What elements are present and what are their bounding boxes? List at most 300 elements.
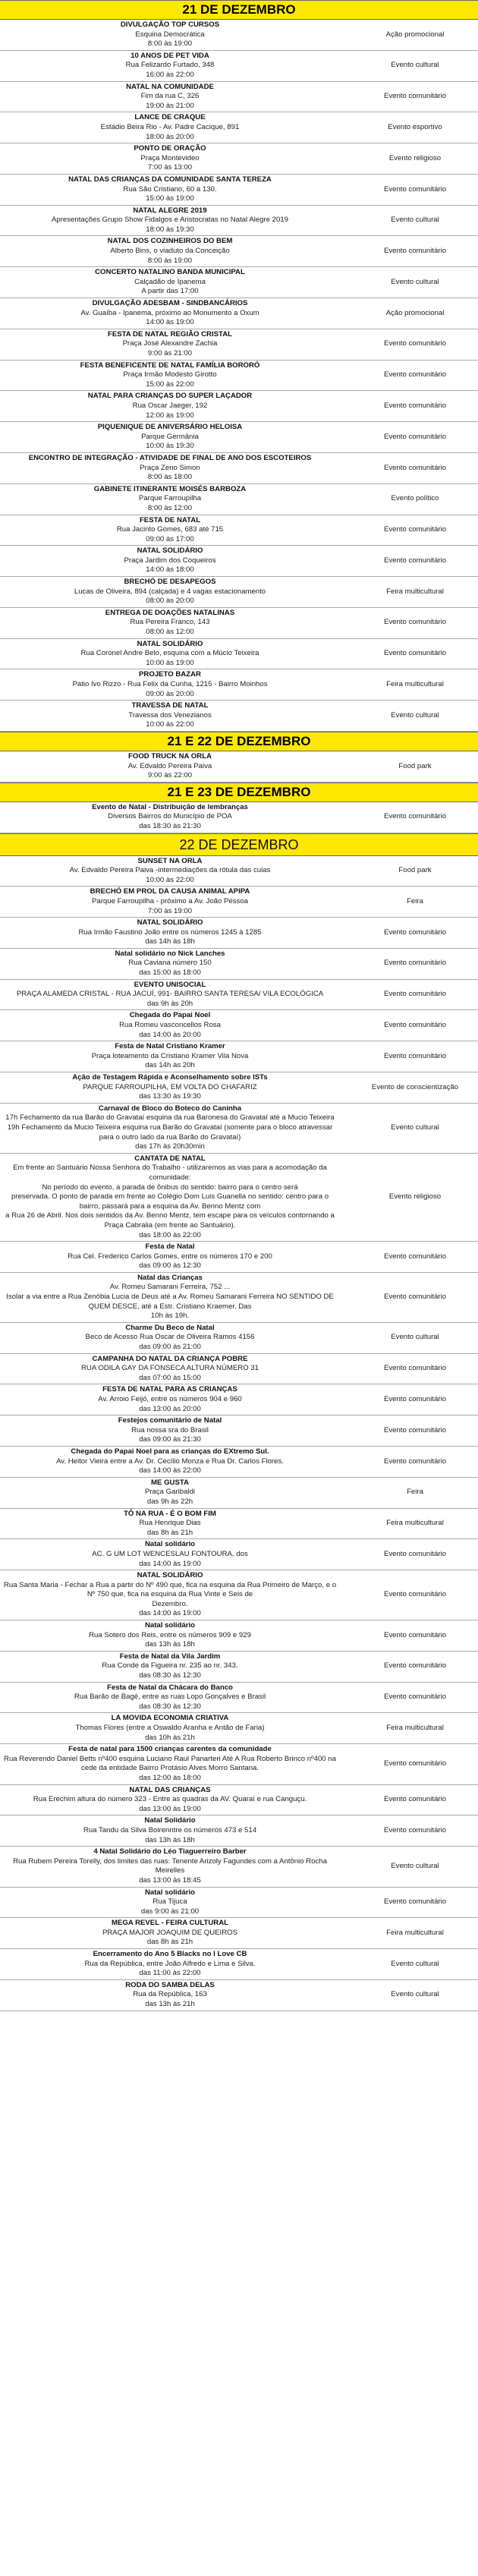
event-category: Feira multicultural: [340, 1918, 478, 1949]
event-info-line: Rua Tandu da Silva Boirenntre os números 473 e 514: [83, 1825, 257, 1834]
event-info-line: Rua Erechim altura do número 323 - Entre as quadras da AV. Quaraí e rua Canguçu.: [33, 1795, 307, 1804]
event-title: 10 ANOS DE PET VIDA: [131, 51, 209, 60]
event-info-line: Av. Edvaldo Pereira Paiva: [127, 761, 212, 770]
event-title: Natal solidário no Nick Lanches: [115, 949, 225, 958]
event-details: [0, 298, 340, 329]
event-info-line: das 09:00 às 21:00: [139, 1343, 201, 1352]
event-info-line: Rua Sotero dos Reis, entre os números 909 e 929: [89, 1630, 251, 1639]
event-row: [0, 1242, 478, 1273]
event-details: [0, 1041, 340, 1072]
event-info-line: das 07:00 às 15:00: [139, 1373, 201, 1382]
event-title: NATAL DOS COZINHEIROS DO BEM: [107, 237, 233, 246]
event-info-line: das 18:30 às 21:30: [139, 821, 201, 830]
event-category: Ação promocional: [340, 20, 478, 50]
event-info-line: das 09:00 às 21:30: [139, 1435, 201, 1444]
event-category: Evento comunitário: [340, 422, 478, 453]
event-category: Evento comunitário: [340, 1815, 478, 1847]
event-info-line: das 17h às 20h30min: [135, 1142, 205, 1151]
event-info-line: Apresentações Grupo Show Fidalgos e Aristocratas no Natal Alegre 2019: [52, 216, 288, 225]
event-row: [0, 1949, 478, 1980]
event-category: Feira multicultural: [340, 577, 478, 608]
event-title: ENCONTRO DE INTEGRAÇÃO - ATIVIDADE DE FINAL DE ANO DOS ESCOTEIROS: [28, 453, 312, 462]
event-category: Evento comunitário: [340, 1682, 478, 1713]
event-row: [0, 452, 478, 483]
event-details: [0, 1682, 340, 1713]
event-category: Evento comunitário: [340, 607, 478, 638]
event-title: LANCE DE CRAQUE: [134, 113, 206, 122]
event-category: Feira multicultural: [340, 1508, 478, 1539]
event-info-line: 15:00 às 22:00: [146, 379, 194, 389]
event-info-line: Parque Farroupilha - próximo a Av. João Pessoa: [91, 896, 249, 905]
event-info-line: 09:00 às 17:00: [146, 534, 194, 543]
event-info-line: Em frente ao Santuário Nossa Senhora do Trabalho - utilizaremos as vias para a acomodação da comunidade:: [13, 1164, 327, 1182]
event-details: [0, 205, 340, 236]
event-info-line: Isolar a via entre a Rua Zenóbia Lucia de Deus até a Av. Romeu Samarani Ferreira NO SENTIDO DE QUEM DESCE, até a Estr. Cristiano Kraemer. Das: [6, 1293, 334, 1311]
event-details: [0, 1010, 340, 1041]
event-info-line: 10:00 às 22:00: [146, 720, 194, 729]
event-details: [0, 638, 340, 669]
event-info-line: Praça Irmão Modesto Girotto: [123, 370, 217, 379]
event-info-line: 7:00 às 19:00: [147, 906, 193, 915]
event-row: [0, 948, 478, 979]
event-info-line: das 13:30 às 19:30: [139, 1092, 201, 1101]
event-info-line: 08:00 às 20:00: [146, 597, 194, 606]
event-row: [0, 1815, 478, 1847]
event-category: Evento comunitário: [340, 1887, 478, 1918]
event-info-line: No período do evento, a parada de ônibus do sentido: bairro para o centro será: [42, 1183, 298, 1192]
event-title: CONCERTO NATALINO BANDA MUNICIPAL: [95, 268, 245, 277]
event-row: [0, 50, 478, 81]
event-details: [0, 1744, 340, 1784]
event-info-line: Rua Pereira Franco, 143: [130, 618, 210, 627]
event-info-line: 14:00 às 19:00: [146, 318, 194, 327]
event-info-line: Rua Cel. Frederico Carlos Gomes, entre os números 170 e 200: [68, 1252, 272, 1261]
event-details: [0, 886, 340, 918]
event-category: Evento comunitário: [340, 329, 478, 360]
event-category: Food park: [340, 856, 478, 886]
event-info-line: das 9:00 às 21:00: [140, 1907, 200, 1916]
event-details: [0, 1815, 340, 1847]
event-info-line: Lucas de Oliveira, 894 (calçada) e 4 vagas estacionamento: [74, 587, 266, 596]
event-row: [0, 236, 478, 267]
event-info-line: Travessa dos Venezianos: [128, 710, 212, 720]
event-category: Evento comunitário: [340, 918, 478, 949]
event-info-line: Praça Zeno Simon: [140, 463, 200, 472]
event-category: Evento comunitário: [340, 1416, 478, 1447]
event-info-line: das 14:00 às 20:00: [139, 1030, 201, 1039]
event-info-line: Praça Montevideo: [140, 153, 200, 162]
event-title: PROJETO BAZAR: [139, 670, 201, 679]
event-title: 4 Natal Solidário do Léo Tiaguerreiro Barber: [93, 1847, 247, 1856]
event-title: LA MOVIDA ECONOMIA CRIATIVA: [111, 1714, 229, 1723]
event-row: [0, 1384, 478, 1416]
event-title: ME GUSTA: [151, 1478, 189, 1487]
event-category: Evento cultural: [340, 267, 478, 298]
event-info-line: Alberto Bins, o viaduto da Conceição: [110, 247, 230, 256]
event-info-line: das 08:30 às 12:30: [139, 1671, 201, 1680]
event-info-line: Praça loteamento da Cristiano Kramer Vila Nova: [91, 1051, 249, 1060]
event-category: Evento esportivo: [340, 112, 478, 143]
event-info-line: Rua Santa Maria - Fechar a Rua a partir do Nº 490 que, fica na esquina da Rua Primeiro de Março, e o Nº 750 que, fica na esquina da Rua Vinte e Seis de: [3, 1580, 337, 1599]
event-info-line: das 9h às 22h: [146, 1497, 193, 1506]
event-details: [0, 918, 340, 949]
event-info-line: 19h Fechamento da Mucio Teixeira esquina rua Barão do Gravataí (somente para o bloco atravessar para o outro lado da rua Barão do Gravataí): [7, 1123, 333, 1142]
event-title: Natal solidário: [144, 1540, 196, 1549]
event-title: Encerramento do Ano 5 Blacks no I Love CB: [93, 1950, 247, 1959]
event-title: FOOD TRUCK NA ORLA: [128, 751, 212, 761]
event-info-line: RUA ODILA GAY DA FONSECA ALTURA NÚMERO 31: [80, 1364, 259, 1373]
event-category: Evento cultural: [340, 205, 478, 236]
event-row: [0, 1651, 478, 1682]
event-row: [0, 701, 478, 732]
event-info-line: Rua Barão de Bagé, entre as ruas Lopo Gonçalves e Brasil: [74, 1693, 266, 1702]
event-details: [0, 577, 340, 608]
event-category: Evento cultural: [340, 1103, 478, 1153]
event-info-line: das 11:00 às 22:00: [139, 1969, 201, 1978]
event-category: Evento cultural: [340, 1979, 478, 2011]
event-details: [0, 856, 340, 886]
event-details: [0, 50, 340, 81]
event-title: Natal solidário: [144, 1621, 196, 1630]
event-info-line: das 8h às 21h: [146, 1938, 193, 1947]
event-info-line: das 08:30 às 12:30: [139, 1702, 201, 1711]
event-category: Evento comunitário: [340, 515, 478, 546]
event-title: FESTA DE NATAL: [139, 515, 201, 524]
event-info-line: Av. Arroio Feijó, entre os números 904 e 960: [98, 1395, 242, 1403]
event-category: Evento comunitário: [340, 1353, 478, 1384]
event-details: [0, 1322, 340, 1353]
event-info-line: das 09:00 às 12:30: [139, 1261, 201, 1271]
event-details: [0, 1949, 340, 1980]
event-details: [0, 1918, 340, 1949]
event-row: [0, 1103, 478, 1153]
event-title: Evento de Natal - Distribuição de lembranças: [92, 802, 248, 811]
events-table: [0, 802, 478, 833]
event-details: [0, 1713, 340, 1744]
event-info-line: PRAÇA ALAMEDA CRISTAL - RUA JACUÍ, 991- BAIRRO SANTA TERESA/ VILA ECOLÓGICA: [16, 990, 324, 999]
event-row: [0, 638, 478, 669]
event-info-line: Rua Henrique Dias: [139, 1519, 201, 1528]
event-row: [0, 267, 478, 298]
event-row: [0, 112, 478, 143]
event-category: Ação promocional: [340, 298, 478, 329]
event-info-line: 18:00 às 20:00: [146, 132, 194, 141]
event-info-line: 08:00 às 12:00: [146, 628, 194, 637]
event-category: Feira multicultural: [340, 669, 478, 701]
event-row: [0, 979, 478, 1010]
event-row: [0, 1353, 478, 1384]
event-info-line: 16:00 às 22:00: [146, 70, 194, 79]
event-info-line: 17h Fechamento da rua Barão do Gravataí esquina da rua Baronesa do Gravataí até a Mucio Teixeira: [5, 1113, 335, 1123]
event-row: [0, 1010, 478, 1041]
event-category: Evento comunitário: [340, 81, 478, 112]
event-row: [0, 1682, 478, 1713]
event-info-line: Praça Garibaldi: [144, 1488, 196, 1497]
event-info-line: das 13h às 21h: [145, 2000, 195, 2009]
event-info-line: Rua Caviana número 150: [128, 959, 212, 968]
event-row: [0, 1153, 478, 1241]
event-row: [0, 1713, 478, 1744]
event-info-line: das 13:00 às 20:00: [139, 1404, 201, 1413]
event-category: Evento comunitário: [340, 1041, 478, 1072]
event-info-line: Rua nossa sra do Brasil: [131, 1425, 209, 1434]
event-title: Natal das Crianças: [137, 1273, 203, 1282]
event-category: Evento religioso: [340, 143, 478, 175]
event-category: Evento comunitário: [340, 360, 478, 391]
event-title: NATAL SOLIDÁRIO: [137, 1571, 203, 1580]
event-info-line: Rua Oscar Jaeger, 192: [132, 401, 208, 410]
date-section-header: 22 DE DEZEMBRO: [0, 833, 478, 856]
event-info-line: Rua da República, 163: [133, 1990, 207, 1999]
event-row: [0, 1620, 478, 1652]
event-info-line: das 14:00 às 19:00: [139, 1609, 201, 1618]
event-info-line: das 18:00 às 22:00: [139, 1230, 201, 1239]
event-details: [0, 1784, 340, 1815]
event-info-line: 8:00 às 12:00: [147, 503, 193, 512]
event-category: Feira: [340, 886, 478, 918]
event-details: [0, 1384, 340, 1416]
event-category: Evento cultural: [340, 1847, 478, 1887]
event-title: DIVULGAÇÃO ADESBAM - SINDBANCÁRIOS: [92, 299, 248, 308]
event-details: [0, 236, 340, 267]
event-details: [0, 948, 340, 979]
event-info-line: 18:00 às 19:30: [146, 225, 194, 234]
event-info-line: Esquina Democrática: [135, 30, 205, 39]
event-title: BRECHÓ DE DESAPEGOS: [124, 578, 216, 587]
event-details: [0, 81, 340, 112]
events-table: [0, 20, 478, 732]
event-info-line: 10h às 19h.: [150, 1312, 190, 1321]
event-info-line: 9:00 às 22:00: [147, 771, 193, 780]
event-info-line: AC. G UM LOT WENCESLAU FONTOURA, dos: [92, 1549, 248, 1558]
event-details: [0, 1103, 340, 1153]
event-title: NATAL SOLIDÁRIO: [137, 639, 203, 648]
event-details: [0, 1272, 340, 1322]
event-info-line: Rua São Cristiano, 60 a 130.: [123, 184, 217, 194]
event-category: Evento comunitário: [340, 236, 478, 267]
event-info-line: Praça Jardim dos Coqueiros: [124, 556, 216, 565]
event-title: FESTA BENEFICENTE DE NATAL FAMÍLIA BORORÓ: [80, 361, 260, 370]
event-info-line: das 13h às 18h: [145, 1835, 195, 1844]
event-details: [0, 329, 340, 360]
event-row: [0, 422, 478, 453]
event-row: [0, 1918, 478, 1949]
event-info-line: preservada. O ponto de parada em frente ao Colégio Dom Luis Guanella no sentido: centro para o bairro, passará para a esquina da Av. Benno Mentz com: [11, 1192, 329, 1211]
event-category: Feira multicultural: [340, 1713, 478, 1744]
event-details: [0, 1887, 340, 1918]
event-info-line: das 9h às 20h: [146, 999, 193, 1008]
event-row: [0, 802, 478, 833]
event-info-line: das 8h às 21h: [146, 1528, 193, 1537]
event-category: Evento comunitário: [340, 174, 478, 205]
event-title: Chegada do Papai Noel para as crianças do EXtremo Sul.: [71, 1447, 269, 1456]
event-details: [0, 701, 340, 732]
event-row: [0, 751, 478, 782]
event-details: [0, 979, 340, 1010]
event-info-line: 8:00 às 19:00: [147, 39, 193, 49]
event-info-line: Rua Irmão Faustino João entre os números 1245 à 1285: [78, 927, 262, 937]
event-details: [0, 1651, 340, 1682]
event-info-line: 09:00 às 20:00: [146, 689, 194, 698]
event-row: [0, 886, 478, 918]
date-section-header: 21 E 22 DE DEZEMBRO: [0, 732, 478, 751]
event-category: Evento religioso: [340, 1153, 478, 1241]
event-details: [0, 1539, 340, 1570]
event-info-line: PRAÇA MAJOR JOAQUIM DE QUEIROS: [102, 1928, 238, 1937]
event-info-line: 8:00 às 18:00: [147, 473, 193, 482]
event-info-line: A partir das 17:00: [141, 287, 199, 296]
event-info-line: das 13:00 às 19:00: [139, 1804, 201, 1813]
event-category: Evento comunitário: [340, 1651, 478, 1682]
event-category: Evento comunitário: [340, 452, 478, 483]
event-row: [0, 1979, 478, 2011]
event-title: NATAL SOLIDÁRIO: [137, 546, 203, 556]
event-details: [0, 607, 340, 638]
event-row: [0, 1041, 478, 1072]
event-details: [0, 143, 340, 175]
event-category: Feira: [340, 1477, 478, 1508]
event-details: [0, 174, 340, 205]
event-row: [0, 1784, 478, 1815]
event-title: FESTA DE NATAL REGIÃO CRISTAL: [108, 329, 232, 339]
event-info-line: 15:00 às 19:00: [146, 194, 194, 203]
event-title: NATAL DAS CRIANÇAS DA COMUNIDADE SANTA TEREZA: [68, 175, 272, 184]
event-row: [0, 1272, 478, 1322]
event-category: Evento comunitário: [340, 1010, 478, 1041]
event-row: [0, 298, 478, 329]
event-row: [0, 483, 478, 515]
event-info-line: 10:00 às 19:00: [146, 658, 194, 667]
event-info-line: Rua Conde da Figueira nr. 235 ao nr. 343.: [102, 1661, 238, 1671]
event-info-line: Calçadão de Ipanema: [134, 277, 206, 286]
event-info-line: Rua Romeu vasconcellos Rosa: [119, 1021, 221, 1030]
event-row: [0, 1446, 478, 1477]
event-category: Evento cultural: [340, 1949, 478, 1980]
event-info-line: Patio Ivo Rizzo - Rua Felix da Cunha, 1215 - Bairro Moinhos: [72, 680, 268, 688]
event-info-line: das 13:00 às 18:45: [139, 1875, 201, 1885]
event-row: [0, 918, 478, 949]
event-details: [0, 1072, 340, 1104]
event-info-line: das 14:00 às 22:00: [139, 1466, 201, 1475]
event-row: [0, 143, 478, 175]
event-title: PIQUENIQUE DE ANIVERSÁRIO HELOISA: [97, 423, 243, 432]
event-details: [0, 1416, 340, 1447]
event-info-line: das 14h às 20h: [145, 1061, 195, 1070]
event-details: [0, 391, 340, 422]
event-details: [0, 1446, 340, 1477]
event-title: Chegada do Papai Noel: [129, 1011, 211, 1020]
event-title: Festejos comunitário de Natal: [118, 1416, 222, 1425]
event-row: [0, 205, 478, 236]
event-details: [0, 802, 340, 833]
event-info-line: das 13h às 18h: [145, 1640, 195, 1649]
event-title: Festa de Natal da Vila Jardim: [119, 1652, 221, 1661]
event-title: CANTATA DE NATAL: [134, 1154, 206, 1163]
event-category: Evento comunitário: [340, 638, 478, 669]
event-info-line: Estádio Beira Rio - Av. Padre Cacique, 891: [100, 122, 240, 131]
event-category: Evento comunitário: [340, 391, 478, 422]
event-category: Evento comunitário: [340, 1272, 478, 1322]
event-info-line: Thomas Flores (entre a Oswaldo Aranha e Antão de Faria): [75, 1724, 265, 1732]
event-row: [0, 669, 478, 701]
event-info-line: Av. Edvaldo Pereira Paiva -intermediações da rótula das cuias: [69, 866, 271, 875]
event-details: [0, 1353, 340, 1384]
event-info-line: das 14h às 18h: [145, 937, 195, 946]
event-title: GABINETE ITINERANTE MOISÉS BARBOZA: [93, 484, 247, 493]
event-row: [0, 546, 478, 577]
event-info-line: Praça José Alexandre Zachia: [122, 339, 218, 348]
event-row: [0, 607, 478, 638]
event-info-line: Av. Heitor Vieira entre a Av. Dr. Cecílio Monza e Rua Dr. Carlos Flores.: [56, 1456, 284, 1466]
event-details: [0, 1508, 340, 1539]
event-row: [0, 1744, 478, 1784]
event-category: Evento comunitário: [340, 1242, 478, 1273]
event-info-line: Rua da República, entre João Alfredo e Lima e Silva.: [84, 1959, 256, 1968]
event-info-line: 14:00 às 18:00: [146, 565, 194, 575]
event-row: [0, 360, 478, 391]
event-details: [0, 1242, 340, 1273]
event-details: [0, 751, 340, 782]
event-details: [0, 267, 340, 298]
event-title: DIVULGAÇÃO TOP CURSOS: [120, 20, 220, 29]
event-category: Evento comunitário: [340, 546, 478, 577]
event-category: Evento político: [340, 483, 478, 515]
event-title: PONTO DE ORAÇÃO: [134, 144, 206, 153]
event-category: Evento cultural: [340, 1322, 478, 1353]
event-category: Evento comunitário: [340, 1784, 478, 1815]
event-details: [0, 360, 340, 391]
event-row: [0, 577, 478, 608]
event-details: [0, 1153, 340, 1241]
event-category: Evento comunitário: [340, 948, 478, 979]
event-title: Natal Solidário: [144, 1816, 196, 1825]
event-details: [0, 669, 340, 701]
event-row: [0, 329, 478, 360]
event-info-line: 19:00 às 21:00: [146, 101, 194, 110]
event-info-line: Fim da rua C, 326: [140, 92, 200, 101]
event-info-line: 10:00 às 19:30: [146, 442, 194, 451]
event-category: Evento comunitário: [340, 802, 478, 833]
event-details: [0, 1620, 340, 1652]
event-info-line: 8:00 às 19:00: [147, 256, 193, 265]
event-row: [0, 1539, 478, 1570]
event-category: Evento comunitário: [340, 1384, 478, 1416]
event-title: Ação de Testagem Rápida e Aconselhamento sobre ISTs: [72, 1073, 268, 1082]
event-row: [0, 856, 478, 886]
event-title: Festa de Natal Cristiano Kramer: [115, 1042, 225, 1051]
event-info-line: 9:00 às 21:00: [147, 349, 193, 357]
event-details: [0, 20, 340, 50]
event-details: [0, 1570, 340, 1620]
event-title: Festa de natal para 1500 crianças carentes da comunidade: [68, 1745, 272, 1754]
event-details: [0, 1477, 340, 1508]
event-info-line: Rua Tijuca: [153, 1897, 187, 1907]
event-title: NATAL PARA CRIANÇAS DO SUPER LAÇADOR: [87, 392, 253, 401]
event-info-line: a Rua 26 de Abril. Nos dois sentidos da Av. Benno Mentz, tem escape para os veículos contornando a Praça Cabralia (em frente ao Santuário).: [5, 1211, 335, 1230]
event-row: [0, 81, 478, 112]
event-title: MEGA REVEL - FEIRA CULTURAL: [111, 1919, 229, 1928]
event-row: [0, 391, 478, 422]
event-info-line: Av. Romeu Samarani Ferreira, 752 ...: [109, 1283, 231, 1292]
event-details: [0, 546, 340, 577]
event-details: [0, 422, 340, 453]
event-info-line: Beco de Acesso Rua Oscar de Oliveira Ramos 4156: [85, 1333, 255, 1342]
event-details: [0, 452, 340, 483]
event-info-line: Rua Rubem Pereira Torelly, dos limites das ruas: Tenente Arizoly Fagundes com a Antônio Rocha Meirelles: [13, 1856, 327, 1875]
event-category: Evento comunitário: [340, 979, 478, 1010]
event-info-line: Rua Coronel Andre Belo, esquina com a Múcio Teixeira: [80, 649, 259, 658]
event-info-line: 12:00 às 19:00: [146, 411, 194, 420]
